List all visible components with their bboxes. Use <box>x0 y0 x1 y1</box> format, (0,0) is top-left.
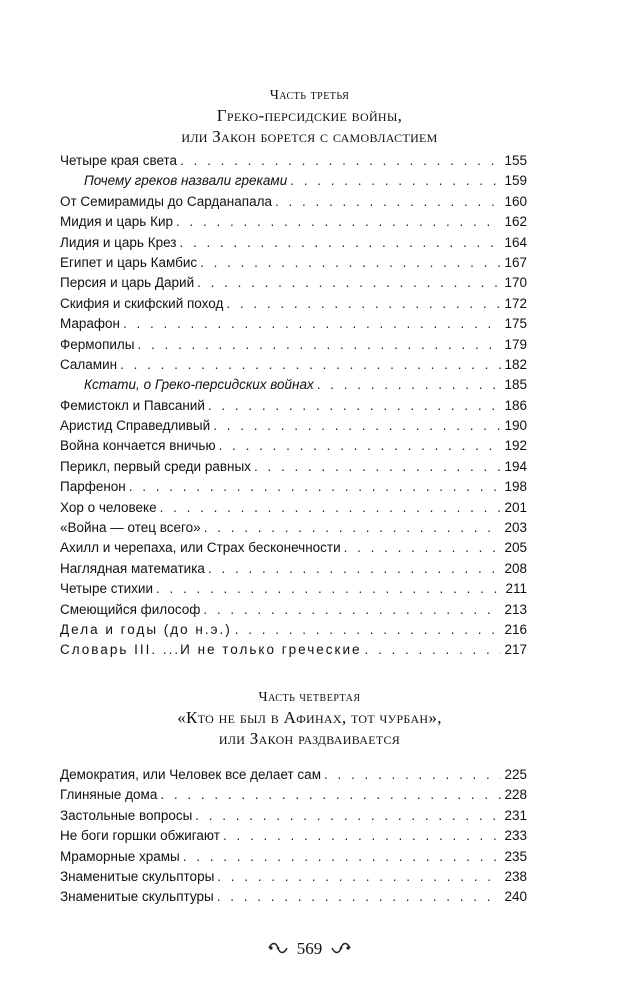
toc-entry <box>60 171 527 191</box>
toc-entry <box>60 233 527 253</box>
part-three-heading <box>0 86 619 147</box>
toc-entry-title: Парфенон <box>60 479 126 495</box>
dot-leader <box>219 436 502 456</box>
toc-entry-title: Не боги горшки обжигают <box>60 828 220 844</box>
toc-entry <box>60 867 527 887</box>
toc-entry-page: 213 <box>504 601 527 617</box>
toc-entry-title: Почему греков назвали греками <box>84 173 288 189</box>
dot-leader <box>176 212 501 232</box>
dot-leader <box>213 416 501 436</box>
dot-leader <box>223 826 502 846</box>
dot-leader <box>317 375 502 395</box>
dot-leader <box>275 192 501 212</box>
toc-entry-page: 235 <box>504 848 527 864</box>
page-footer <box>0 937 619 962</box>
part-four-heading <box>0 688 619 749</box>
dot-leader <box>180 151 501 171</box>
toc-entry-page: 240 <box>504 889 527 905</box>
dot-leader <box>208 396 502 416</box>
toc-entry <box>60 375 527 395</box>
toc-entry-title: Смеющийся философ <box>60 601 201 617</box>
toc-entry-title: Аристид Справедливый <box>60 418 211 434</box>
toc-entry-page: 225 <box>504 767 527 782</box>
dot-leader <box>179 233 501 253</box>
toc-entry-page: 175 <box>504 316 527 332</box>
part-three-contents <box>60 151 527 661</box>
toc-entry-page: 170 <box>504 275 527 291</box>
toc-entry <box>60 335 527 355</box>
toc-entry-page: 185 <box>504 377 527 393</box>
dot-leader <box>156 579 502 599</box>
toc-entry-page: 228 <box>504 787 527 803</box>
dot-leader <box>254 457 502 477</box>
toc-entry-page: 217 <box>504 642 527 658</box>
part-title-line-2: или Закон борется с самовластием <box>181 127 438 146</box>
toc-entry <box>60 559 527 579</box>
toc-entry-page: 233 <box>504 828 527 844</box>
toc-entry <box>60 436 527 456</box>
toc-entry <box>60 212 527 232</box>
toc-entry-page: 162 <box>504 214 527 230</box>
dot-leader <box>208 559 502 579</box>
part-label: Часть третья <box>269 88 350 103</box>
toc-entry-title: Перикл, первый среди равных <box>60 458 251 474</box>
toc-entry-title: Четыре стихии <box>60 581 154 597</box>
toc-entry-title: Знаменитые скульптуры <box>60 889 214 905</box>
toc-entry-page: 231 <box>504 807 527 823</box>
toc-entry <box>60 273 527 293</box>
toc-entry-title: Наглядная математика <box>60 560 205 576</box>
dot-leader <box>204 518 502 538</box>
toc-entry-title: Фемистокл и Павсаний <box>60 397 205 413</box>
toc-entry-title: Лидия и царь Крез <box>60 234 177 250</box>
dot-leader <box>324 765 501 785</box>
toc-entry <box>60 826 527 846</box>
toc-entry-page: 238 <box>504 868 527 884</box>
toc-entry-page: 164 <box>504 234 527 250</box>
toc-entry <box>60 518 527 538</box>
toc-entry-title: Демократия, или Человек все делает сам <box>60 767 321 782</box>
part-four-contents <box>60 765 527 908</box>
toc-entry <box>60 620 527 640</box>
dot-leader <box>365 640 502 660</box>
toc-entry-page: 190 <box>504 418 527 434</box>
part-title-line-1: Греко-персидские войны, <box>216 106 403 125</box>
toc-entry-title: Египет и царь Камбис <box>60 254 198 270</box>
dot-leader <box>344 538 502 558</box>
dot-leader <box>183 847 502 867</box>
toc-entry-title: Словарь III. ...И не только греческие <box>60 642 362 658</box>
toc-entry <box>60 355 527 375</box>
toc-entry <box>60 396 527 416</box>
toc-entry <box>60 847 527 867</box>
part-title-line-1: «Кто не был в Афинах, тот чурбан», <box>177 708 442 727</box>
toc-entry-title: Застольные вопросы <box>60 807 193 823</box>
toc-entry <box>60 765 527 785</box>
toc-entry-page: 208 <box>504 560 527 576</box>
dot-leader <box>226 294 501 314</box>
toc-entry-page: 216 <box>504 621 527 637</box>
toc-entry-page: 211 <box>505 581 527 597</box>
dot-leader <box>290 171 501 191</box>
page-number: 569 <box>296 939 323 958</box>
toc-entry <box>60 314 527 334</box>
toc-entry <box>60 151 527 171</box>
dot-leader <box>120 355 501 375</box>
toc-entry-title: Четыре края света <box>60 153 178 168</box>
toc-entry-page: 160 <box>504 193 527 209</box>
toc-entry-title: «Война — отец всего» <box>60 520 201 536</box>
toc-entry-page: 194 <box>504 458 527 474</box>
toc-entry <box>60 192 527 212</box>
dot-leader <box>217 867 501 887</box>
toc-entry-page: 186 <box>504 397 527 413</box>
toc-entry-page: 203 <box>504 520 527 536</box>
toc-entry-title: Персия и царь Дарий <box>60 275 195 291</box>
dot-leader <box>200 253 501 273</box>
toc-entry-title: Мидия и царь Кир <box>60 214 174 230</box>
toc-entry-title: Ахилл и черепаха, или Страх бесконечности <box>60 540 341 556</box>
toc-entry-title: Глиняные дома <box>60 787 158 803</box>
toc-entry-page: 198 <box>504 479 527 495</box>
dot-leader <box>217 887 502 907</box>
toc-entry-page: 159 <box>504 173 527 189</box>
toc-entry-title: Скифия и скифский поход <box>60 295 224 311</box>
toc-entry <box>60 253 527 273</box>
toc-entry-title: Фермопилы <box>60 336 135 352</box>
toc-entry <box>60 457 527 477</box>
dot-leader <box>203 600 501 620</box>
toc-entry <box>60 806 527 826</box>
toc-entry-page: 182 <box>504 356 527 372</box>
toc-entry-page: 192 <box>504 438 527 454</box>
dot-leader <box>123 314 501 334</box>
toc-entry <box>60 579 527 599</box>
toc-entry-title: Марафон <box>60 316 120 332</box>
toc-entry-page: 167 <box>504 254 527 270</box>
toc-entry-title: Мраморные храмы <box>60 848 180 864</box>
toc-entry <box>60 887 527 907</box>
toc-entry-title: Хор о человеке <box>60 499 157 515</box>
part-label: Часть четвертая <box>258 690 361 705</box>
toc-entry-page: 205 <box>504 540 527 556</box>
toc-entry-title: Война кончается вничью <box>60 438 216 454</box>
ornament-left-icon <box>267 942 293 958</box>
toc-entry-title: Знаменитые скульпторы <box>60 868 215 884</box>
toc-entry-title: Дела и годы (до н.э.) <box>60 621 232 637</box>
toc-entry <box>60 538 527 558</box>
ornament-right-icon <box>326 942 352 958</box>
toc-entry-title: От Семирамиды до Сарданапала <box>60 193 272 209</box>
dot-leader <box>160 498 502 518</box>
part-title-line-2: или Закон раздваивается <box>218 729 401 748</box>
toc-entry <box>60 498 527 518</box>
dot-leader <box>129 477 502 497</box>
toc-entry <box>60 785 527 805</box>
toc-entry <box>60 294 527 314</box>
dot-leader <box>235 620 502 640</box>
toc-entry-page: 155 <box>504 153 527 168</box>
toc-entry-page: 179 <box>504 336 527 352</box>
toc-entry <box>60 477 527 497</box>
dot-leader <box>138 335 502 355</box>
dot-leader <box>160 785 501 805</box>
toc-entry-page: 201 <box>504 499 527 515</box>
toc-entry-title: Саламин <box>60 356 118 372</box>
toc-entry <box>60 600 527 620</box>
toc-entry-page: 172 <box>504 295 527 311</box>
dot-leader <box>197 273 501 293</box>
toc-entry <box>60 640 527 660</box>
toc-entry <box>60 416 527 436</box>
dot-leader <box>195 806 501 826</box>
toc-entry-title: Кстати, о Греко-персидских войнах <box>84 377 314 393</box>
